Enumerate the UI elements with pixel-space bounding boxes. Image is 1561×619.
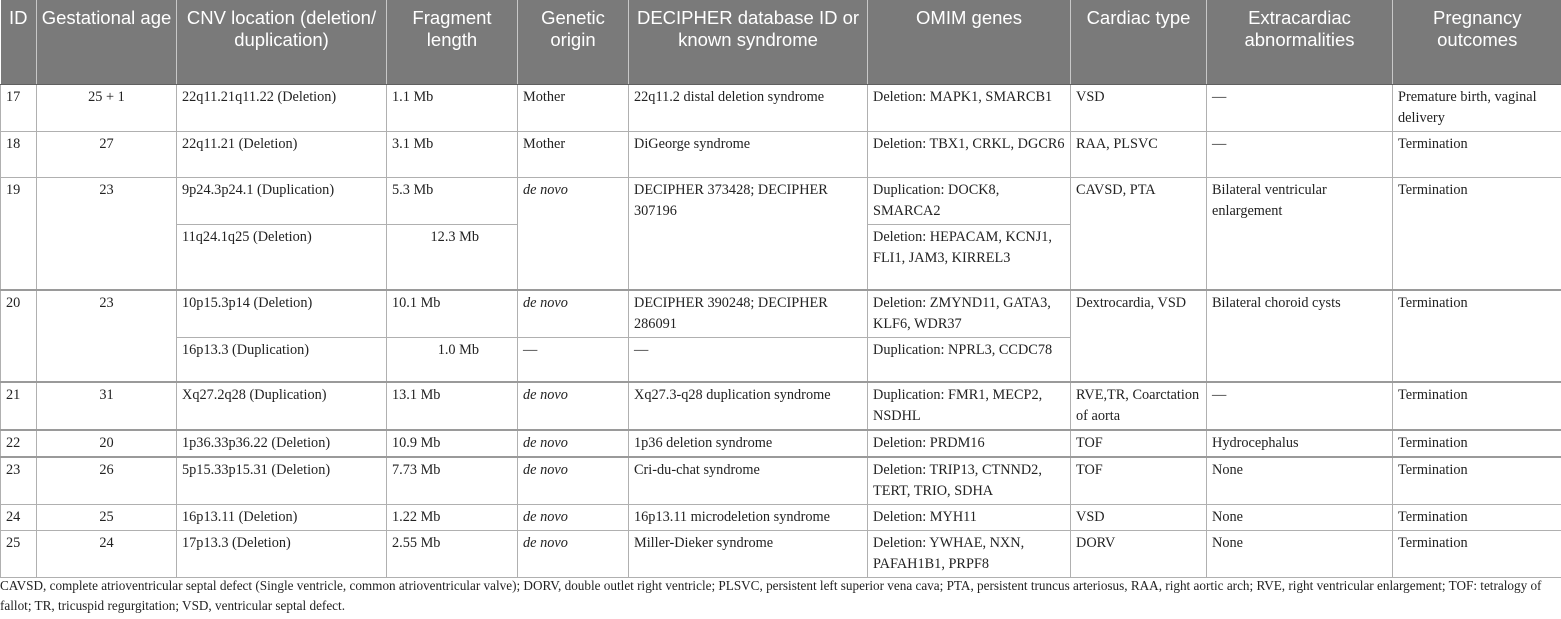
table-footnote: CAVSD, complete atrioventricular septal defect (Single ventricle, common atrioventricular valve); DORV, double outlet right ventricle; PLSVC, persistent left superior vena cava; PTA, persistent truncus arteriosus, RAA, right aortic arch; RVE, right ventricular enlargement; TOF: tetralogy of fallot; TR, tricuspid regurgitation; VSD, ventricular septal defect. <box>0 578 1542 613</box>
col-header-fragment-length: Fragment length <box>387 0 518 84</box>
cell-outcome: Termination <box>1393 382 1561 430</box>
cell-genetic-origin: de novo <box>518 290 629 338</box>
cell-fragment-length: 10.1 Mb <box>387 290 518 338</box>
cell-cnv-location: 22q11.21q11.22 (Deletion) <box>177 84 387 131</box>
cell-cardiac-type: TOF <box>1071 457 1207 505</box>
col-header-cnv-location: CNV location (deletion/ duplication) <box>177 0 387 84</box>
cell-extracardiac: None <box>1207 504 1393 530</box>
cell-cnv-location: 11q24.1q25 (Deletion) <box>177 224 387 290</box>
cell-genetic-origin: Mother <box>518 84 629 131</box>
table-row <box>1 382 1561 430</box>
cell-outcome: Termination <box>1393 177 1561 290</box>
cell-omim-genes: Deletion: TRIP13, CTNND2, TERT, TRIO, SDHA <box>868 457 1071 505</box>
cell-gestational-age: 23 <box>37 177 177 290</box>
col-header-omim-genes: OMIM genes <box>868 0 1071 84</box>
table-row <box>1 177 1561 224</box>
cell-fragment-length: 3.1 Mb <box>387 131 518 177</box>
cell-genetic-origin: Mother <box>518 131 629 177</box>
cell-genetic-origin: de novo <box>518 177 629 290</box>
cell-extracardiac: Bilateral ventricular enlargement <box>1207 177 1393 290</box>
cell-genetic-origin: — <box>518 338 629 382</box>
cell-decipher: Xq27.3-q28 duplication syndrome <box>629 382 868 430</box>
header-row <box>1 0 1561 84</box>
cell-decipher: 22q11.2 distal deletion syndrome <box>629 84 868 131</box>
cell-extracardiac: Bilateral choroid cysts <box>1207 290 1393 382</box>
cell-cnv-location: 1p36.33p36.22 (Deletion) <box>177 430 387 457</box>
cell-outcome: Termination <box>1393 504 1561 530</box>
cell-cnv-location: 17p13.3 (Deletion) <box>177 530 387 577</box>
cell-gestational-age: 26 <box>37 457 177 505</box>
cell-extracardiac: Hydrocephalus <box>1207 430 1393 457</box>
cell-id: 22 <box>1 430 37 457</box>
cell-fragment-length: 7.73 Mb <box>387 457 518 505</box>
cell-cnv-location: Xq27.2q28 (Duplication) <box>177 382 387 430</box>
cell-decipher: Miller-Dieker syndrome <box>629 530 868 577</box>
cell-cnv-location: 22q11.21 (Deletion) <box>177 131 387 177</box>
cell-extracardiac: — <box>1207 131 1393 177</box>
cell-extracardiac: None <box>1207 530 1393 577</box>
cell-extracardiac: None <box>1207 457 1393 505</box>
cell-outcome: Premature birth, vaginal delivery <box>1393 84 1561 131</box>
cell-fragment-length: 5.3 Mb <box>387 177 518 224</box>
cell-gestational-age: 24 <box>37 530 177 577</box>
cell-id: 17 <box>1 84 37 131</box>
cell-gestational-age: 25 + 1 <box>37 84 177 131</box>
cell-outcome: Termination <box>1393 290 1561 382</box>
cell-decipher: DECIPHER 390248; DECIPHER 286091 <box>629 290 868 338</box>
cell-cnv-location: 16p13.11 (Deletion) <box>177 504 387 530</box>
cell-id: 20 <box>1 290 37 382</box>
cell-outcome: Termination <box>1393 430 1561 457</box>
cell-fragment-length: 1.1 Mb <box>387 84 518 131</box>
cell-decipher: — <box>629 338 868 382</box>
cell-gestational-age: 27 <box>37 131 177 177</box>
cell-cardiac-type: RVE,TR, Coarctation of aorta <box>1071 382 1207 430</box>
col-header-extracardiac: Extracardiac abnormalities <box>1207 0 1393 84</box>
cell-omim-genes: Deletion: TBX1, CRKL, DGCR6 <box>868 131 1071 177</box>
cell-id: 21 <box>1 382 37 430</box>
cell-gestational-age: 25 <box>37 504 177 530</box>
col-header-pregnancy-outcomes: Pregnancy outcomes <box>1393 0 1561 84</box>
cell-gestational-age: 20 <box>37 430 177 457</box>
table-row <box>1 530 1561 577</box>
cell-fragment-length: 13.1 Mb <box>387 382 518 430</box>
table-row <box>1 504 1561 530</box>
cell-genetic-origin: de novo <box>518 382 629 430</box>
cell-cnv-location: 10p15.3p14 (Deletion) <box>177 290 387 338</box>
col-header-genetic-origin: Genetic origin <box>518 0 629 84</box>
cell-decipher: DECIPHER 373428; DECIPHER 307196 <box>629 177 868 290</box>
cell-genetic-origin: de novo <box>518 430 629 457</box>
cell-decipher: 16p13.11 microdeletion syndrome <box>629 504 868 530</box>
cell-cardiac-type: VSD <box>1071 504 1207 530</box>
cell-outcome: Termination <box>1393 131 1561 177</box>
cell-decipher: DiGeorge syndrome <box>629 131 868 177</box>
cell-id: 18 <box>1 131 37 177</box>
cell-id: 25 <box>1 530 37 577</box>
table-row <box>1 84 1561 131</box>
cell-omim-genes: Deletion: HEPACAM, KCNJ1, FLI1, JAM3, KIRREL3 <box>868 224 1071 290</box>
cell-omim-genes: Deletion: MYH11 <box>868 504 1071 530</box>
cell-cnv-location: 16p13.3 (Duplication) <box>177 338 387 382</box>
cell-outcome: Termination <box>1393 457 1561 505</box>
cell-omim-genes: Deletion: ZMYND11, GATA3, KLF6, WDR37 <box>868 290 1071 338</box>
cell-extracardiac: — <box>1207 382 1393 430</box>
cell-id: 24 <box>1 504 37 530</box>
cell-fragment-length: 1.0 Mb <box>387 338 518 382</box>
cell-cnv-location: 5p15.33p15.31 (Deletion) <box>177 457 387 505</box>
cell-cardiac-type: Dextrocardia, VSD <box>1071 290 1207 382</box>
cell-genetic-origin: de novo <box>518 530 629 577</box>
col-header-id: ID <box>1 0 37 84</box>
cell-omim-genes: Duplication: NPRL3, CCDC78 <box>868 338 1071 382</box>
cell-fragment-length: 10.9 Mb <box>387 430 518 457</box>
cell-cardiac-type: CAVSD, PTA <box>1071 177 1207 290</box>
col-header-decipher-id: DECIPHER database ID or known syndrome <box>629 0 868 84</box>
table-row <box>1 290 1561 338</box>
cell-gestational-age: 23 <box>37 290 177 382</box>
cell-cardiac-type: DORV <box>1071 530 1207 577</box>
cell-genetic-origin: de novo <box>518 457 629 505</box>
cell-cardiac-type: TOF <box>1071 430 1207 457</box>
col-header-gestational-age: Gestational age <box>37 0 177 84</box>
cell-omim-genes: Deletion: MAPK1, SMARCB1 <box>868 84 1071 131</box>
cell-omim-genes: Deletion: PRDM16 <box>868 430 1071 457</box>
cell-fragment-length: 1.22 Mb <box>387 504 518 530</box>
col-header-cardiac-type: Cardiac type <box>1071 0 1207 84</box>
cell-cardiac-type: RAA, PLSVC <box>1071 131 1207 177</box>
cell-outcome: Termination <box>1393 530 1561 577</box>
cell-fragment-length: 2.55 Mb <box>387 530 518 577</box>
cell-id: 23 <box>1 457 37 505</box>
cell-id: 19 <box>1 177 37 290</box>
table-row <box>1 457 1561 505</box>
cell-omim-genes: Duplication: DOCK8, SMARCA2 <box>868 177 1071 224</box>
cell-cardiac-type: VSD <box>1071 84 1207 131</box>
table-row <box>1 131 1561 177</box>
cell-omim-genes: Deletion: YWHAE, NXN, PAFAH1B1, PRPF8 <box>868 530 1071 577</box>
cell-omim-genes: Duplication: FMR1, MECP2, NSDHL <box>868 382 1071 430</box>
cell-decipher: Cri-du-chat syndrome <box>629 457 868 505</box>
cell-extracardiac: — <box>1207 84 1393 131</box>
cell-decipher: 1p36 deletion syndrome <box>629 430 868 457</box>
cell-cnv-location: 9p24.3p24.1 (Duplication) <box>177 177 387 224</box>
cell-genetic-origin: de novo <box>518 504 629 530</box>
table-row <box>1 430 1561 457</box>
cell-gestational-age: 31 <box>37 382 177 430</box>
cell-fragment-length: 12.3 Mb <box>387 224 518 290</box>
